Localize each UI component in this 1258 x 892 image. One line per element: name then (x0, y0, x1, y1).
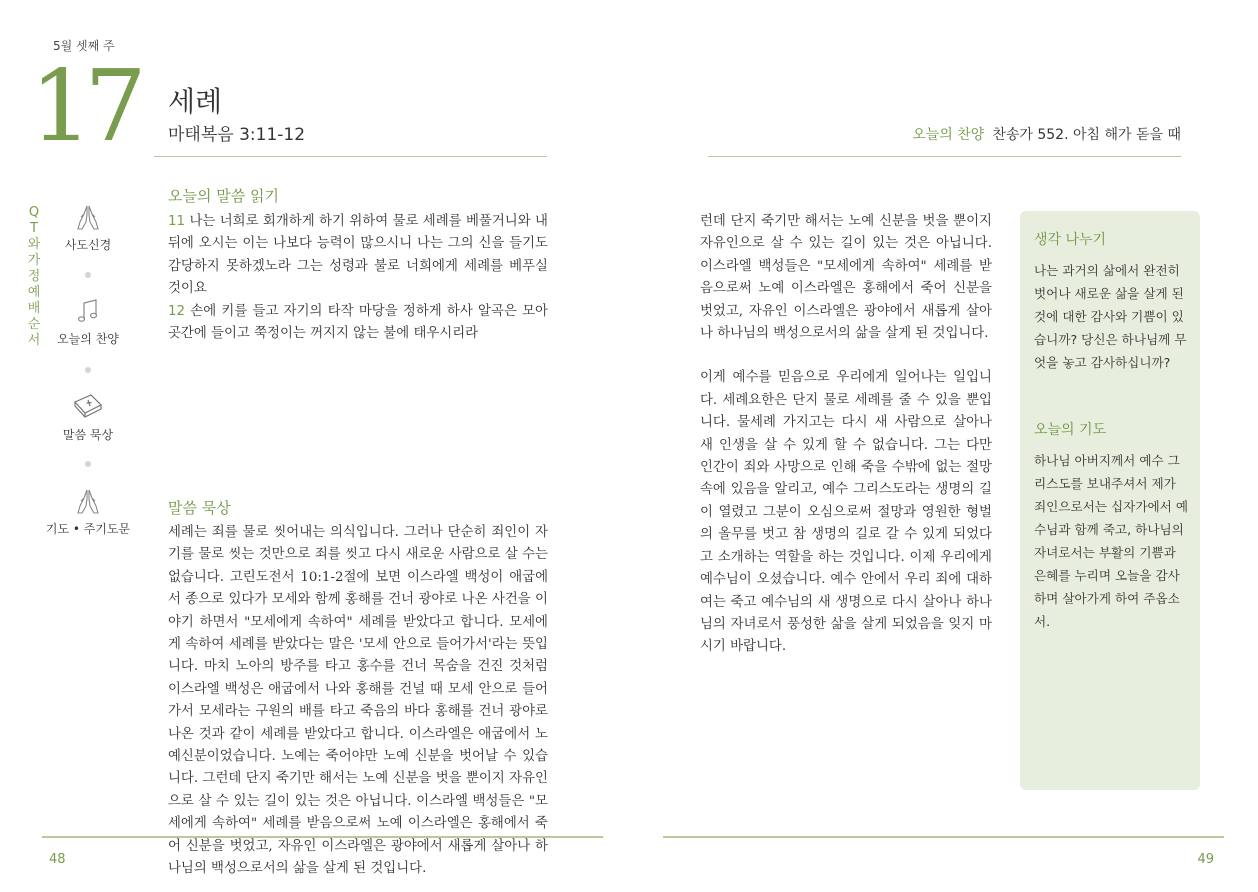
sidebar-item-prayer[interactable] (44, 486, 132, 537)
scripture-reference: 마태복음 3:11-12 (168, 125, 306, 145)
praying-hands-icon (73, 202, 103, 232)
meditation-paragraph: 이게 예수를 믿음으로 우리에게 일어나는 일입니다. 세례요한은 단지 물로 세례를 줄 수 있을 뿐입니다. 물세례 가지고는 다시 새 사람으로 살아나 새 인생을 살 수 있게 할 수 없습니다. 그는 다만 인간이 죄와 사망으로 인해 죽을 수밖에 없는 절망 속에 있음을 알리고, 예수 그리스도라는 생명의 길이 열렸고 그분이 오심으로써 절망과 영원한 형벌의 올무를 벗고 참 생명의 길로 갈 수 있게 되었다고 소개하는 역할을 하는 것입니다. 이제 우리에게 예수님이 오셨습니다. 예수 안에서 우리 죄에 대하여는 죽고 예수님의 새 생명으로 다시 살아나 하나님의 자녀로서 풍성한 삶을 살게 되었음을 잊지 마시기 바랍니다. (700, 370, 992, 655)
hymn-label: 오늘의 찬양 (912, 127, 985, 143)
scripture-reading (168, 211, 548, 345)
page-title: 세례 (168, 85, 223, 118)
hymn-title: 찬송가 552. 아침 해가 돋을 때 (992, 127, 1181, 143)
sidebar-item-label: 기도 • 주기도문 (45, 522, 131, 536)
verse-number: 12 (168, 303, 186, 319)
nav-separator-dot (85, 367, 91, 373)
praying-hands-icon (73, 486, 103, 516)
header-divider-right (708, 156, 1181, 157)
prayer-section (1034, 419, 1190, 633)
verse (168, 301, 548, 346)
day-number: 17 (30, 50, 139, 164)
share-heading: 생각 나누기 (1034, 232, 1107, 248)
nav-separator-dot (85, 272, 91, 278)
page-number-left: 48 (49, 852, 66, 867)
page-number-right: 49 (1197, 852, 1214, 867)
week-label: 5월 셋째 주 (53, 39, 115, 53)
footer-rule-right (663, 836, 1224, 838)
sidebar-item-apostles-creed[interactable] (44, 202, 132, 253)
sidebar-item-meditation[interactable] (44, 392, 132, 443)
nav-separator-dot (85, 461, 91, 467)
verse-number: 11 (168, 214, 186, 229)
header-divider-left (154, 156, 547, 157)
reflection-panel (1020, 211, 1200, 790)
footer-rule-left (42, 836, 603, 838)
verse-text: 손에 키를 들고 자기의 타작 마당을 정하게 하사 알곡은 모아 곳간에 들이고 쭉정이는 꺼지지 않는 불에 태우시리라 (168, 303, 548, 342)
sidebar-item-today-hymn[interactable] (44, 296, 132, 347)
meditation-text-right (700, 211, 992, 659)
share-section (1034, 229, 1190, 374)
verse-text: 나는 너희로 회개하게 하기 위하여 물로 세례를 베풀거니와 내 뒤에 오시는 이는 나보다 능력이 많으시니 나는 그의 신을 들기도 감당하지 못하겠노라 그는 성령과 불로 너희에게 세례를 베푸실 것이요 (168, 214, 548, 297)
sidebar-vertical-label: QT와 가정예배 순서 (27, 205, 41, 348)
bible-icon (72, 392, 104, 422)
meditation-paragraph-continued: 런데 단지 죽기만 해서는 노예 신분을 벗을 뿐이지 자유인으로 살 수 있는 길이 있는 것은 아닙니다. 이스라엘 백성들은 "모세에게 속하여" 세례를 받음으로써 노예 이스라엘은 홍해에서 죽어 신분을 벗었고, 자유인 이스라엘은 광야에서 새롭게 살아나 하나님의 백성으로서의 삶을 살게 된 것입니다. (700, 214, 992, 342)
share-text: 나는 과거의 삶에서 완전히 벗어나 새로운 삶을 살게 된 것에 대한 감사와 기쁨이 있습니까? 당신은 하나님께 무엇을 놓고 감사하십니까? (1034, 263, 1187, 370)
meditation-heading: 말씀 묵상 (168, 499, 231, 517)
meditation-text-left (168, 522, 548, 877)
sidebar-item-label: 사도신경 (64, 238, 112, 252)
verse (168, 211, 548, 301)
reading-heading: 오늘의 말씀 읽기 (168, 187, 279, 205)
prayer-heading: 오늘의 기도 (1034, 422, 1107, 438)
today-hymn (912, 124, 1181, 144)
prayer-text: 하나님 아버지께서 예수 그리스도를 보내주셔서 제가 죄인으로서는 십자가에서 예수님과 함께 죽고, 하나님의 자녀로서는 부활의 기쁨과 은혜를 누리며 오늘을 감사하며 살아가게 하여 주옵소서. (1034, 453, 1188, 629)
sidebar-item-label: 오늘의 찬양 (57, 332, 119, 346)
music-note-icon (73, 296, 103, 326)
meditation-paragraph: 세례는 죄를 물로 씻어내는 의식입니다. 그러나 단순히 죄인이 자기를 물로 씻는 것만으로 죄를 씻고 다시 새로운 사람으로 살 수는 없습니다. 고린도전서 10:1-2절에 보면 이스라엘 백성이 애굽에서 종으로 있다가 모세와 함께 홍해를 건너 광야로 나온 사건을 이야기 하면서 "모세에게 속하여" 세례를 받았다고 합니다. 모세에게 속하여 세례를 받았다는 말은 '모세 안으로 들어가서'라는 뜻입니다. 마치 노아의 방주를 타고 홍수를 건너 목숨을 건진 것처럼 이스라엘 백성은 애굽에서 나와 홍해를 건널 때 모세 안으로 들어가서 모세라는 구원의 배를 타고 죽음의 바다 홍해를 건너 광야로 나온 것과 같이 세례를 받았다고 합니다. 이스라엘은 애굽에서 노예신분이었습니다. 노예는 죽어야만 노예 신분을 벗어날 수 있습니다. 그런데 단지 죽기만 해서는 노예 신분을 벗을 뿐이지 자유인으로 살 수 있는 길이 있는 것은 아닙니다. 이스라엘 백성들은 "모세에게 속하여" 세례를 받음으로써 노예 이스라엘은 홍해에서 죽어 신분을 벗었고, 자유인 이스라엘은 광야에서 새롭게 살아나 하나님의 백성으로서의 삶을 살게 된 것입니다. (168, 525, 548, 877)
sidebar-item-label: 말씀 묵상 (62, 428, 114, 442)
